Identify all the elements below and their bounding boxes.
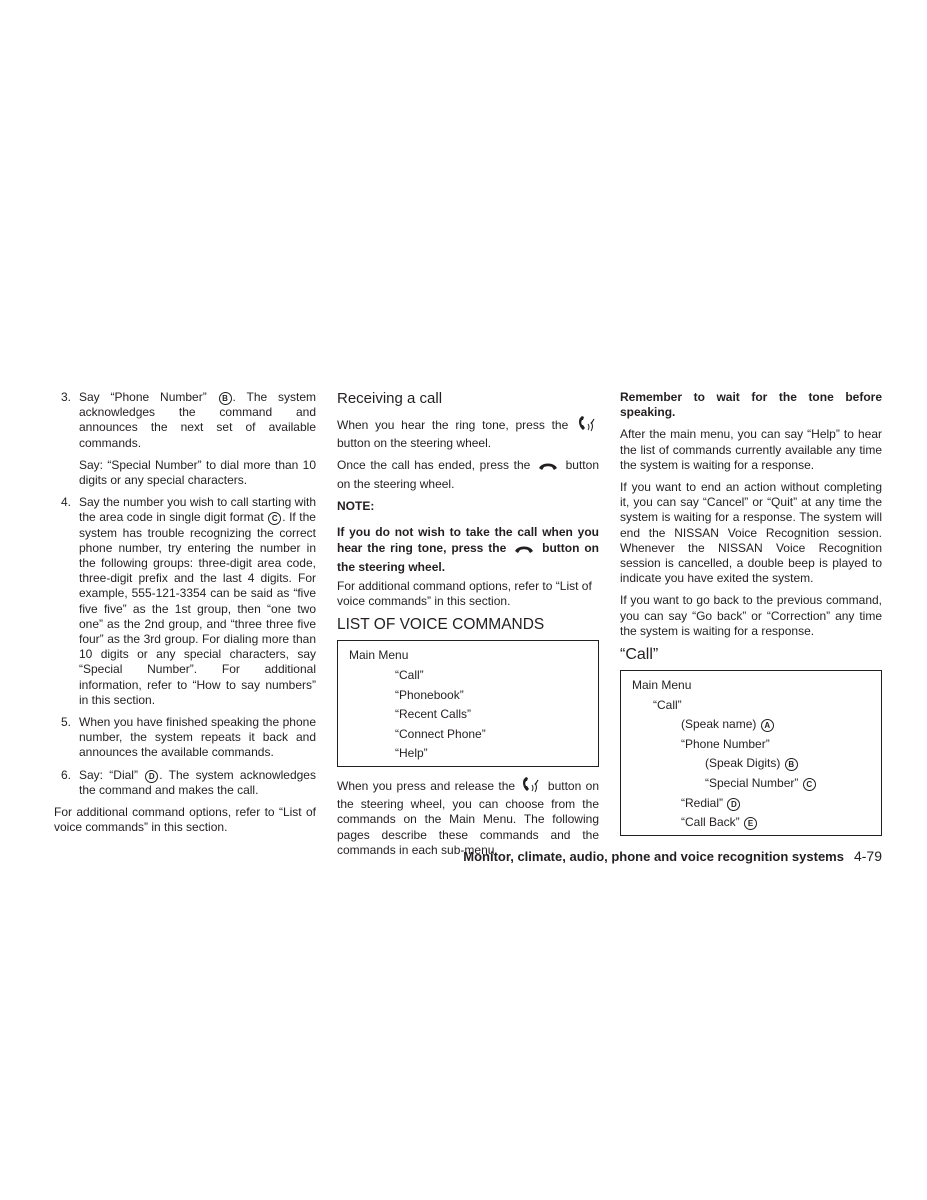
text: (Speak Digits): [705, 756, 781, 771]
callout-c-icon: C: [268, 512, 281, 525]
menu-item-phone-number: “Phone Number”: [681, 736, 770, 751]
paragraph: [337, 458, 599, 491]
paragraph: For additional command options, refer to “List of voice commands” in this section.: [337, 579, 592, 609]
paragraph: After the main menu, you can say “Help” to hear the list of commands currently available any time the system is waiting for a response.: [620, 427, 882, 472]
menu-item-special-number: [632, 774, 870, 794]
text: button on the steering wheel.: [337, 458, 599, 491]
menu-title: Main Menu: [632, 678, 692, 693]
item-text: Say “Phone Number”: [79, 390, 207, 404]
item-text: . If the system has trouble recognizing the correct phone number, try entering the number in the following groups: three-digit area code, three-digit prefix and the last 4 digits. For example, 555-121-3354 can be said as “five five five” as the 1st group, then “one two one” as the 2nd group, and “three three five four” as the 3rd group. For dialing more than 10 digits or any special characters, say “Special Number”. For additional information, refer to “How to say numbers” in this section.: [79, 510, 316, 707]
phone-talk-icon: [521, 777, 541, 797]
callout-a-icon: A: [761, 719, 774, 732]
right-column: [620, 390, 882, 846]
phone-talk-icon: [577, 416, 597, 436]
callout-b-icon: B: [785, 758, 798, 771]
list-item-3: [54, 390, 316, 451]
menu-item: “Call”: [395, 668, 424, 683]
text: When you press and release the: [337, 778, 516, 793]
call-heading: “Call”: [620, 646, 659, 664]
item-text: . The system acknowledges the command and makes the call.: [79, 767, 316, 797]
phone-hangup-icon: [537, 460, 559, 476]
item-text: Say the number you wish to call starting with the area code in single digit format: [79, 495, 316, 525]
list-of-voice-commands-heading: LIST OF VOICE COMMANDS: [337, 616, 545, 634]
list-item-4: [54, 495, 316, 708]
callout-e-icon: E: [744, 817, 757, 830]
text: button on the steering wheel.: [337, 541, 599, 575]
item-text: Say: “Dial”: [79, 767, 138, 782]
note-text: [337, 524, 599, 575]
text: (Speak name): [681, 717, 757, 732]
page-footer: [420, 848, 882, 865]
text: When you hear the ring tone, press the: [337, 418, 569, 432]
item-number: 4.: [61, 495, 72, 510]
paragraph: [337, 416, 599, 451]
page-number: 4-79: [853, 848, 882, 864]
text: Once the call has ended, press the: [337, 458, 531, 473]
call-menu-box: [620, 670, 882, 836]
receiving-call-heading: Receiving a call: [337, 390, 443, 407]
text: button on the steering wheel.: [337, 436, 492, 451]
item-number: 6.: [61, 767, 72, 782]
menu-item: “Help”: [395, 746, 428, 761]
text: button on the steering wheel, you can choose from the commands on the Main Menu. The following pages describe these commands and the commands in each sub-menu.: [337, 778, 599, 857]
main-menu-box: [337, 640, 599, 767]
list-item-5: [54, 715, 316, 761]
menu-item-call: “Call”: [653, 697, 682, 712]
menu-item-speak-name: [632, 715, 870, 735]
text: If you do not wish to take the call when you hear the ring tone, press the: [337, 525, 599, 556]
item-number: 5.: [61, 715, 72, 730]
item-text: When you have finished speaking the phone number, the system repeats it back and announces the available commands.: [79, 715, 316, 760]
paragraph: If you want to end an action without completing it, you can say “Cancel” or “Quit” at any time the system is waiting for a response. The system will end the NISSAN Voice Recognition session. Whenever the NISSAN Voice Recognition session is cancelled, a double beep is played to indicate you have exited the system.: [620, 480, 882, 586]
text: “Special Number”: [705, 776, 799, 791]
phone-hangup-icon: [513, 543, 535, 559]
menu-title: Main Menu: [349, 648, 409, 663]
paragraph: [337, 777, 599, 858]
menu-item: “Phonebook”: [395, 687, 464, 702]
menu-item-redial: [632, 794, 870, 814]
section-title: Monitor, climate, audio, phone and voice recognition systems: [463, 849, 844, 864]
list-item-6: [54, 768, 316, 798]
menu-item: “Recent Calls”: [395, 707, 472, 722]
item-text: . The system acknowledges the command and announces the next set of available commands.: [79, 390, 317, 450]
middle-column: [337, 390, 599, 865]
text: “Call Back”: [681, 815, 740, 830]
callout-b-icon: B: [219, 392, 232, 405]
callout-d-icon: D: [727, 798, 740, 811]
paragraph: If you want to go back to the previous command, you can say “Go back” or “Correction” any time the system is waiting for a response.: [620, 593, 882, 638]
callout-d-icon: D: [145, 770, 158, 783]
say-note: Say: “Special Number” to dial more than 10 digits or any special characters.: [79, 457, 316, 488]
menu-item-speak-digits: [632, 754, 870, 774]
left-column: [54, 390, 316, 842]
text: “Redial”: [681, 795, 724, 810]
remember-note: Remember to wait for the tone before speaking.: [620, 390, 882, 420]
menu-item: “Connect Phone”: [395, 726, 486, 741]
paragraph: For additional command options, refer to “List of voice commands” in this section.: [54, 805, 316, 835]
item-number: 3.: [61, 390, 72, 404]
menu-item-call-back: [632, 813, 870, 833]
note-label: NOTE:: [337, 498, 375, 513]
callout-c-icon: C: [803, 778, 816, 791]
